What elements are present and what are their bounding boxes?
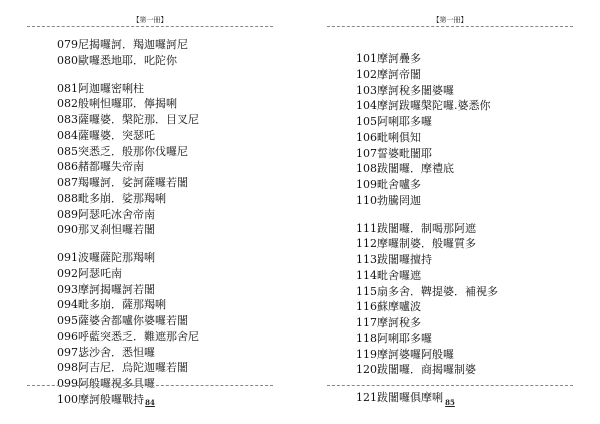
- verse-line: 114毗舍囉遮: [356, 268, 421, 282]
- header-divider: [327, 26, 573, 27]
- verse-line: 088毗多崩．娑那羯唎: [57, 191, 166, 205]
- verse-line: 091波囉薩陀那羯唎: [57, 251, 155, 264]
- page-header: 【第一冊】: [132, 16, 168, 24]
- verse-line: 080歐囉悉地耶．叱陀你: [57, 53, 177, 67]
- verse-line: 083薩囉婆．槃陀那．目叉尼: [57, 113, 199, 126]
- page-number: 85: [445, 398, 455, 407]
- page-footer: [0, 398, 300, 407]
- verse-line: 109毗舍嚧多: [356, 178, 421, 191]
- verse-line: 108跋闍囉．摩禮底: [356, 162, 454, 176]
- footer-divider: [327, 385, 573, 386]
- verse-line: 100摩訶般囉戰持: [57, 392, 144, 406]
- verse-line: 119摩訶婆囉阿般囉: [356, 347, 454, 361]
- verse-line: 111跋闍囉．制喝那阿遮: [356, 221, 476, 235]
- verse-gap: [356, 378, 498, 390]
- right-page: [300, 0, 600, 424]
- verse-line: 081阿迦囉密唎柱: [57, 81, 144, 95]
- verse-line: 082般唎怛囉耶．儜揭唎: [57, 97, 177, 111]
- verse-line: 102摩訶帝闍: [356, 67, 421, 81]
- verse-line: 093摩訶揭囉訶若闍: [57, 282, 155, 296]
- footer-divider: [27, 385, 273, 386]
- verse-line: 112摩囉制婆．般囉質多: [356, 237, 476, 251]
- verse-line: 095薩婆舍都嚧你婆囉若闍: [57, 314, 188, 327]
- verse-line: 115扇多舍．鞞提婆．補視多: [356, 284, 498, 298]
- verse-line: 117摩訶稅多: [356, 316, 421, 329]
- header-divider: [27, 26, 273, 27]
- verse-line: 096呼藍突悉乏．難遮那舍尼: [57, 329, 199, 343]
- verse-line: 097毖沙舍．悉怛囉: [57, 345, 155, 359]
- verse-gap: [57, 69, 199, 81]
- verse-line: 101摩訶疊多: [356, 52, 421, 65]
- verse-line: 121跋闍囉俱摩唎: [356, 391, 443, 404]
- verse-line: 104摩訶跋囉槃陀囉.婆悉你: [356, 99, 491, 113]
- verse-line: 105阿唎耶多囉: [356, 115, 432, 128]
- verse-list: [57, 37, 199, 408]
- page-number: 84: [145, 398, 155, 407]
- verse-line: 086赭都囉失帝南: [57, 160, 144, 174]
- verse-line: 099阿般囉視多具囉: [57, 377, 155, 390]
- verse-line: 103摩訶稅多闍婆囉: [356, 83, 454, 97]
- verse-line: 090那叉刹怛囉若闍: [57, 223, 155, 237]
- verse-line: 079尼揭囉訶．羯迦囉訶尼: [57, 38, 188, 51]
- page-footer: [300, 398, 600, 407]
- verse-line: 116蘇摩嚧波: [356, 300, 421, 314]
- verse-line: 094毗多崩．薩那羯唎: [57, 298, 166, 312]
- verse-line: 098阿吉尼．烏陀迦囉若闍: [57, 361, 188, 375]
- page-header: 【第一冊】: [432, 16, 468, 24]
- verse-line: 084薩囉婆．突瑟吒: [57, 128, 155, 142]
- verse-line: 110勃騰罔迦: [356, 193, 421, 207]
- verse-line: 085突悉乏．般那你伐囉尼: [57, 144, 188, 158]
- verse-line: 107誓婆毗闍耶: [356, 146, 432, 160]
- verse-line: 092阿瑟吒南: [57, 266, 122, 280]
- verse-line: 120跋闍囉．商揭囉制婆: [356, 363, 476, 377]
- verse-line: 089阿瑟吒冰舍帝南: [57, 207, 155, 221]
- verse-line: 113跋闍囉擅持: [356, 253, 432, 266]
- verse-line: 118阿唎耶多囉: [356, 331, 432, 345]
- verse-gap: [57, 238, 199, 250]
- verse-line: 087羯囉訶．娑訶薩囉若闍: [57, 176, 188, 189]
- verse-list: [356, 51, 498, 406]
- verse-gap: [356, 209, 498, 221]
- verse-line: 106毗唎俱知: [356, 130, 421, 144]
